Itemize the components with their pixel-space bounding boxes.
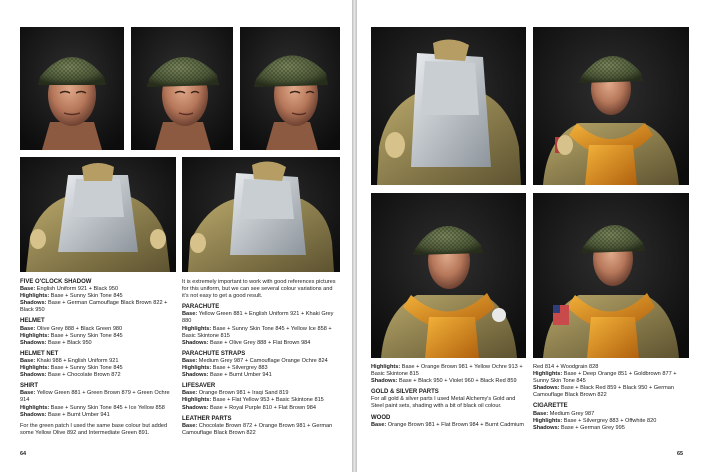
- section-heading: HELMET NET: [20, 350, 59, 357]
- recipe-value: Base + Silvergrey 883 + Offwhite 820: [562, 417, 657, 424]
- recipe-label: Shadows:: [20, 372, 47, 379]
- paint-section: [371, 389, 529, 410]
- paint-section: [20, 383, 178, 418]
- left-page: [0, 0, 352, 472]
- recipe-label: Highlights:: [371, 364, 401, 370]
- vest-photo-side: [182, 157, 340, 272]
- patch-note: For the green patch I used the same base colour but added some Yellow Olive 892 and Intermediate Green 891.: [20, 422, 168, 436]
- recipe-value: Yellow Green 881 + Green Brown 879 + Green Ochre 914: [20, 390, 170, 404]
- section-text: For all gold & silver parts I used Metal Alchemy's Gold and Steel paint sets, shading with a bit of black oil colour.: [371, 396, 516, 410]
- recipe-label: Highlights:: [20, 404, 50, 411]
- paint-recipe-line: [20, 372, 178, 379]
- section-heading: FIVE O'CLOCK SHADOW: [20, 279, 92, 285]
- paint-section: [533, 403, 691, 431]
- recipe-value: Medium Grey 987: [548, 410, 595, 417]
- recipe-value: Orange Brown 981 + Iraqi Sand 819: [197, 390, 289, 397]
- paint-recipe-line: [20, 412, 178, 419]
- recipe-value: Base + Olive Grey 888 + Flat Brown 984: [208, 339, 311, 346]
- paint-recipe-line: [182, 372, 340, 379]
- paint-recipe-line: [182, 405, 340, 412]
- recipe-label: Highlights:: [182, 325, 212, 332]
- recipe-label: Shadows:: [371, 378, 398, 385]
- paint-recipe-line: [371, 364, 529, 378]
- right-text-column-2: [533, 364, 691, 436]
- recipe-label: Base:: [182, 357, 198, 364]
- paint-recipe-line: [182, 423, 340, 437]
- head-photo-three-quarter: [131, 27, 233, 150]
- paint-recipe-line: [20, 365, 178, 372]
- right-vest-photo: [371, 27, 526, 185]
- recipe-value: Base + Flat Yellow 953 + Basic Skintone 815: [211, 397, 324, 404]
- recipe-value: Base + Orange Brown 981 + Yellow Ochre 913 + Basic Skintone 815: [371, 364, 523, 378]
- recipe-value: Base + Chocolate Brown 872: [46, 372, 121, 379]
- page-number-right: 65: [677, 451, 684, 457]
- recipe-value: Base + Burnt Umber 941: [208, 372, 272, 379]
- paint-recipe-line: [371, 422, 529, 429]
- recipe-label: Shadows:: [533, 424, 560, 431]
- recipe-label: Shadows:: [20, 411, 47, 418]
- section-heading: SHIRT: [20, 383, 38, 390]
- head-photo-front: [20, 27, 124, 150]
- vest-photo-front: [20, 157, 176, 272]
- recipe-value: Base + Black 950 + Violet 960 + Black Red 859: [397, 378, 517, 385]
- recipe-value: Base + Black Red 859 + Black 950 + German Camouflage Black Brown 822: [533, 385, 675, 399]
- section-heading: PARACHUTE STRAPS: [182, 350, 246, 357]
- paint-section: [371, 415, 529, 429]
- recipe-value: Chocolate Brown 872 + Orange Brown 981 + German Camouflage Black Brown 822: [182, 422, 333, 436]
- recipe-value: Base + Silvergrey 883: [211, 365, 268, 372]
- paint-section: [20, 318, 178, 346]
- recipe-label: Highlights:: [20, 365, 50, 372]
- paint-recipe-line: [533, 425, 691, 432]
- recipe-label: Highlights:: [533, 417, 563, 424]
- paint-recipe-line: [20, 286, 178, 293]
- recipe-label: Shadows:: [182, 339, 209, 346]
- recipe-label: Base:: [20, 357, 36, 364]
- recipe-value: Olive Grey 888 + Black Green 980: [35, 325, 123, 332]
- paint-section: [20, 351, 178, 379]
- paint-recipe-line: [182, 358, 340, 365]
- right-page: [357, 0, 709, 472]
- section-heading: GOLD & SILVER PARTS: [371, 389, 439, 396]
- recipe-value: Khaki 988 + English Uniform 921: [35, 357, 119, 364]
- left-text-column-2: [182, 279, 340, 441]
- paint-recipe-line: [20, 300, 178, 314]
- recipe-label: Base:: [182, 311, 198, 318]
- recipe-value: Base + Sunny Skin Tone 845 + Ice Yellow 858: [49, 404, 165, 411]
- paint-recipe-line: [20, 340, 178, 347]
- recipe-label: Base:: [20, 325, 36, 332]
- paint-recipe-line: [182, 365, 340, 372]
- recipe-value: Base + Burnt Umber 941: [46, 411, 110, 418]
- recipe-label: Base:: [182, 422, 198, 429]
- right-text-column-1: [371, 364, 529, 433]
- paint-section: [182, 416, 340, 437]
- paint-recipe-line: [371, 378, 529, 385]
- section-heading: LEATHER PARTS: [182, 415, 232, 422]
- right-bust-photo-front: [533, 27, 689, 185]
- paint-section: [182, 383, 340, 411]
- recipe-value: Base + Sunny Skin Tone 845: [49, 293, 123, 300]
- recipe-label: Base:: [182, 390, 198, 397]
- recipe-label: Base:: [533, 410, 549, 417]
- recipe-value: Base + Sunny Skin Tone 845: [49, 365, 123, 372]
- paint-recipe-line: [20, 293, 178, 300]
- section-heading: HELMET: [20, 318, 45, 325]
- recipe-value: Orange Brown 981 + Flat Brown 984 + Burnt Cadmium: [386, 421, 524, 428]
- paint-section: [182, 351, 340, 379]
- page-number-left: 64: [20, 451, 27, 457]
- right-bust-photo-side: [371, 193, 526, 358]
- paint-recipe-line: [182, 311, 340, 325]
- paint-recipe-line: [182, 397, 340, 404]
- paint-section: [182, 304, 340, 347]
- recipe-value: Yellow Green 881 + English Uniform 921 + Khaki Grey 880: [182, 311, 334, 325]
- paint-recipe-line: [182, 340, 340, 347]
- recipe-label: Highlights:: [182, 365, 212, 372]
- recipe-value: Base + German Camouflage Black Brown 822 + Black 950: [20, 300, 168, 314]
- paint-recipe-line: [20, 358, 178, 365]
- recipe-label: Base:: [20, 286, 36, 293]
- recipe-value: Base + Royal Purple 810 + Flat Brown 984: [208, 404, 317, 411]
- recipe-label: Highlights:: [20, 332, 50, 339]
- recipe-label: Highlights:: [533, 371, 563, 378]
- recipe-label: Base:: [20, 390, 36, 397]
- paint-section: [20, 279, 178, 314]
- section-heading: CIGARETTE: [533, 403, 568, 410]
- head-photo-side: [240, 27, 340, 150]
- recipe-value: Base + Sunny Skin Tone 845: [49, 332, 123, 339]
- paint-recipe-line: [533, 385, 691, 399]
- paint-recipe-line: [20, 333, 178, 340]
- recipe-label: Shadows:: [20, 300, 47, 307]
- recipe-label: Shadows:: [182, 372, 209, 379]
- recipe-value: Base + Deep Orange 851 + Goldbrown 877 + Sunny Skin Tone 845: [533, 371, 677, 385]
- paint-recipe-line: [182, 326, 340, 340]
- recipe-value: Medium Grey 987 + Camouflage Orange Ochre 824: [197, 357, 328, 364]
- intro-paragraph: It is extremely important to work with good references pictures for this uniform, but we can see several colour variations and it's not easy to get a good result.: [182, 279, 336, 300]
- section-heading: LIFESAVER: [182, 383, 216, 390]
- paint-recipe-line: [20, 326, 178, 333]
- recipe-label: Shadows:: [182, 404, 209, 411]
- recipe-value: Base + German Grey 995: [559, 424, 625, 431]
- recipe-value: Base + Sunny Skin Tone 845 + Yellow Ice 858 + Basic Skintone 815: [182, 325, 332, 339]
- paint-recipe-line: [533, 418, 691, 425]
- paint-recipe-line: [182, 390, 340, 397]
- recipe-label: Highlights:: [182, 397, 212, 404]
- wood-continued: Red 814 + Woodgrain 828: [533, 364, 599, 370]
- paint-recipe-line: [20, 390, 178, 404]
- recipe-label: Highlights:: [20, 293, 50, 300]
- right-bust-photo-back: [533, 193, 689, 358]
- recipe-label: Shadows:: [20, 339, 47, 346]
- paint-recipe-line: [20, 405, 178, 412]
- left-text-column-1: [20, 279, 178, 437]
- section-heading: PARACHUTE: [182, 304, 220, 311]
- recipe-value: English Uniform 921 + Black 950: [35, 286, 119, 293]
- section-heading: WOOD: [371, 414, 391, 421]
- paint-recipe-line: [533, 411, 691, 418]
- recipe-label: Base:: [371, 421, 387, 428]
- recipe-label: Shadows:: [533, 385, 560, 392]
- recipe-value: Base + Black 950: [46, 339, 92, 346]
- paint-recipe-line: [533, 371, 691, 385]
